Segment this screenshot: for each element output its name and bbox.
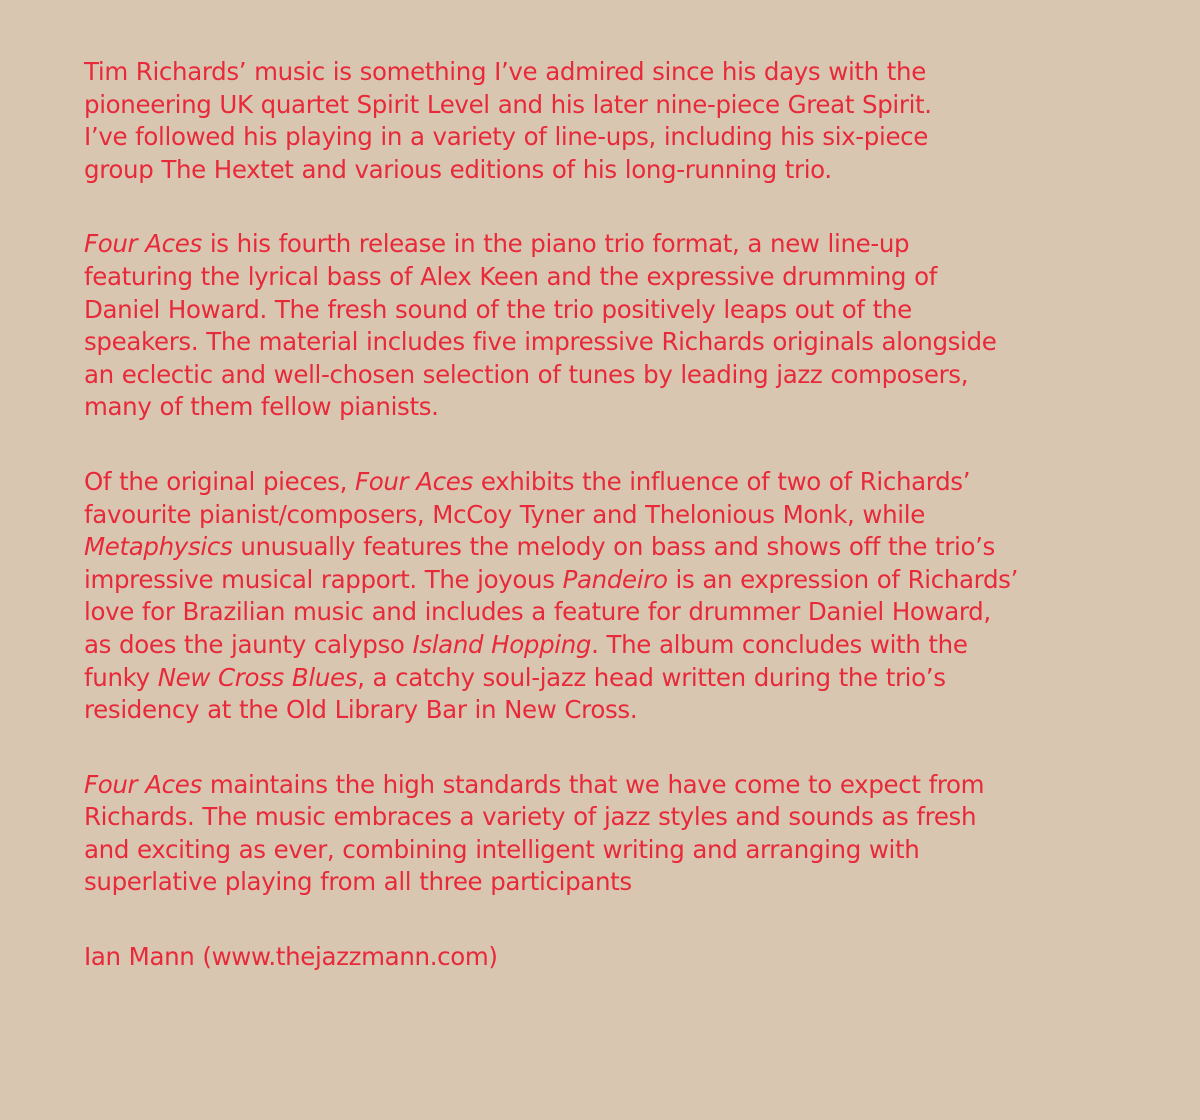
text-run: residency at the Old Library Bar in New Cross. (84, 695, 638, 725)
text-line (84, 56, 1160, 89)
text-line (84, 326, 1160, 359)
italic-title-run: Four Aces (84, 229, 202, 259)
text-line (84, 629, 1160, 662)
text-run: Daniel Howard. The fresh sound of the trio positively leaps out of the (84, 294, 912, 324)
text-run: . The album concludes with the (591, 629, 968, 659)
text-line (84, 359, 1160, 392)
text-line (84, 121, 1160, 154)
text-line (84, 154, 1160, 187)
text-run: an eclectic and well-chosen selection of tunes by leading jazz composers, (84, 359, 969, 389)
text-line (84, 294, 1160, 327)
text-line (84, 769, 1160, 802)
text-line (84, 261, 1160, 294)
paragraph (84, 228, 1160, 424)
text-run: and exciting as ever, combining intelligent writing and arranging with (84, 834, 920, 864)
text-line (84, 228, 1160, 261)
text-run: is an expression of Richards’ (667, 564, 1019, 594)
text-run: unusually features the melody on bass and shows off the trio’s (232, 532, 995, 562)
text-run: is his fourth release in the piano trio format, a new line-up (201, 229, 910, 259)
text-run: , a catchy soul-jazz head written during the trio’s (357, 662, 946, 692)
text-run: exhibits the influence of two of Richards’ (472, 466, 971, 496)
text-run: superlative playing from all three participants (84, 867, 632, 897)
text-line (84, 531, 1160, 564)
italic-title-run: Metaphysics (84, 532, 233, 562)
text-line (84, 596, 1160, 629)
text-run: Ian Mann (www.thejazzmann.com) (84, 942, 498, 972)
author-credit (84, 941, 1160, 974)
text-line (84, 694, 1160, 727)
italic-title-run: Island Hopping (412, 629, 592, 659)
text-run: Tim Richards’ music is something I’ve admired since his days with the (84, 57, 926, 86)
text-run: as does the jaunty calypso (84, 629, 413, 659)
text-line (84, 801, 1160, 834)
italic-title-run: Four Aces (354, 466, 473, 496)
text-line (84, 466, 1160, 499)
italic-title-run: New Cross Blues (157, 662, 358, 692)
text-run: love for Brazilian music and includes a feature for drummer Daniel Howard, (84, 597, 991, 627)
text-run: speakers. The material includes five impressive Richards originals alongside (84, 327, 997, 357)
italic-title-run: Pandeiro (562, 564, 668, 594)
text-line (84, 564, 1160, 597)
paragraph (84, 466, 1160, 727)
text-run: pioneering UK quartet Spirit Level and his later nine-piece Great Spirit. (84, 89, 932, 119)
text-line (84, 391, 1160, 424)
text-run: featuring the lyrical bass of Alex Keen and the expressive drumming of (84, 261, 937, 291)
paragraph (84, 56, 1160, 186)
text-line (84, 866, 1160, 899)
liner-notes-text (84, 56, 1160, 974)
text-run: Of the original pieces, (84, 466, 355, 496)
text-run: impressive musical rapport. The joyous (84, 564, 563, 594)
paragraph (84, 769, 1160, 899)
text-run: favourite pianist/composers, McCoy Tyner and Thelonious Monk, while (84, 499, 925, 529)
italic-title-run: Four Aces (84, 769, 202, 799)
text-run: many of them fellow pianists. (84, 392, 439, 422)
text-run: group The Hextet and various editions of his long-running trio. (84, 154, 832, 184)
text-line (84, 662, 1160, 695)
text-run: Richards. The music embraces a variety of jazz styles and sounds as fresh (84, 802, 977, 832)
text-run: I’ve followed his playing in a variety of line-ups, including his six-piece (84, 122, 929, 152)
text-run: maintains the high standards that we have come to expect from (201, 769, 985, 799)
text-line (84, 941, 1160, 974)
text-run: funky (84, 662, 158, 692)
text-line (84, 499, 1160, 532)
text-line (84, 89, 1160, 122)
text-line (84, 834, 1160, 867)
